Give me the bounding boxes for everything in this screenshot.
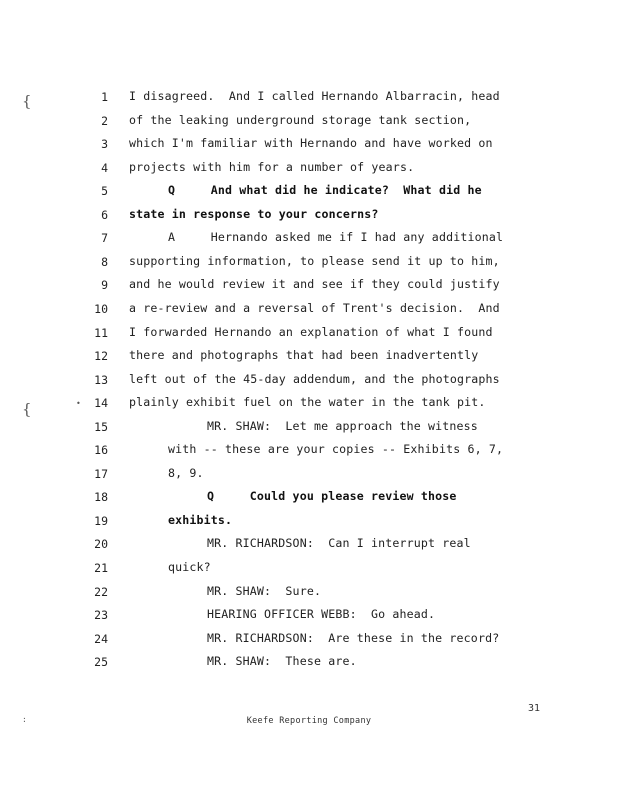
page-number: 31 — [527, 703, 540, 714]
line-number: 14 — [94, 396, 108, 411]
line-number: 5 — [101, 184, 108, 199]
line-text: left out of the 45-day addendum, and the photographs — [129, 371, 500, 386]
line-text: there and photographs that had been inadvertently — [129, 348, 479, 363]
line-number: 24 — [94, 631, 108, 646]
transcript-line — [80, 229, 108, 247]
line-number: 25 — [94, 655, 108, 670]
line-text: supporting information, to please send it up to him, — [129, 253, 500, 268]
line-number: 12 — [94, 349, 108, 364]
transcript-line — [80, 112, 108, 130]
line-number: 8 — [101, 254, 108, 269]
line-text: which I'm familiar with Hernando and have worked on — [129, 136, 493, 151]
transcript-line — [80, 535, 108, 553]
transcript-line — [80, 347, 108, 365]
transcript-line — [80, 159, 108, 177]
line-number: 2 — [101, 113, 108, 128]
line-text: MR. RICHARDSON: Are these in the record? — [207, 630, 500, 645]
transcript-line — [80, 512, 108, 530]
line-text: MR. RICHARDSON: Can I interrupt real — [207, 536, 471, 551]
transcript-line — [80, 135, 108, 153]
line-text: Q Could you please review those — [207, 489, 457, 504]
line-text: HEARING OFFICER WEBB: Go ahead. — [207, 607, 436, 622]
transcript-line — [80, 371, 108, 389]
line-text: with -- these are your copies -- Exhibits 6, 7, — [168, 442, 504, 457]
transcript-line — [80, 653, 108, 671]
line-number: 20 — [94, 537, 108, 552]
transcript-line — [80, 606, 108, 624]
line-text: A Hernando asked me if I had any additional — [168, 230, 504, 245]
line-number: 13 — [94, 372, 108, 387]
line-number: 17 — [94, 466, 108, 481]
line-number: 4 — [101, 160, 108, 175]
transcript-line — [80, 206, 108, 224]
line-text: MR. SHAW: Let me approach the witness — [207, 418, 478, 433]
transcript-line — [80, 488, 108, 506]
line-text: and he would review it and see if they could justify — [129, 277, 500, 292]
margin-tick-bottom: : — [22, 715, 27, 724]
line-number: 19 — [94, 513, 108, 528]
line-text: MR. SHAW: These are. — [207, 654, 357, 669]
line-number: 11 — [94, 325, 108, 340]
transcript-line — [80, 418, 108, 436]
transcript-line — [80, 182, 108, 200]
line-number: 23 — [94, 608, 108, 623]
margin-mark-top: { — [22, 92, 32, 110]
line-number: 1 — [101, 90, 108, 104]
margin-mark-middle: { — [22, 400, 32, 418]
line-number: 21 — [94, 561, 108, 575]
line-text: exhibits. — [168, 512, 233, 527]
line-text: projects with him for a number of years. — [129, 159, 415, 174]
transcript-line — [80, 630, 108, 648]
margin-tick: • — [76, 399, 81, 408]
line-number: 16 — [94, 443, 108, 458]
line-text: quick? — [168, 560, 211, 574]
line-text: I forwarded Hernando an explanation of what I found — [129, 324, 493, 339]
line-text: a re-review and a reversal of Trent's decision. And — [129, 300, 500, 315]
line-number: 9 — [101, 278, 108, 293]
transcript-line — [80, 465, 108, 483]
transcript-line — [80, 441, 108, 459]
line-number: 3 — [101, 137, 108, 152]
line-text: Q And what did he indicate? What did he — [168, 183, 482, 198]
transcript-line — [80, 324, 108, 342]
line-number: 10 — [94, 301, 108, 316]
transcript-line — [80, 88, 108, 106]
line-text: of the leaking underground storage tank section, — [129, 112, 472, 127]
line-number: 6 — [101, 207, 108, 222]
transcript-line — [80, 559, 108, 577]
line-text: state in response to your concerns? — [129, 206, 379, 221]
transcript-line — [80, 394, 108, 412]
transcript-line — [80, 253, 108, 271]
line-text: I disagreed. And I called Hernando Albarracin, head — [129, 89, 500, 103]
line-number: 7 — [101, 231, 108, 246]
transcript-line — [80, 276, 108, 294]
line-number: 18 — [94, 490, 108, 505]
line-text: plainly exhibit fuel on the water in the tank pit. — [129, 395, 486, 410]
line-number: 15 — [94, 419, 108, 434]
line-text: 8, 9. — [168, 465, 204, 480]
line-number: 22 — [94, 584, 108, 599]
transcript-line — [80, 300, 108, 318]
line-text: MR. SHAW: Sure. — [207, 583, 322, 598]
footer-reporting-company: Keefe Reporting Company — [246, 716, 372, 726]
transcript-line — [80, 583, 108, 601]
